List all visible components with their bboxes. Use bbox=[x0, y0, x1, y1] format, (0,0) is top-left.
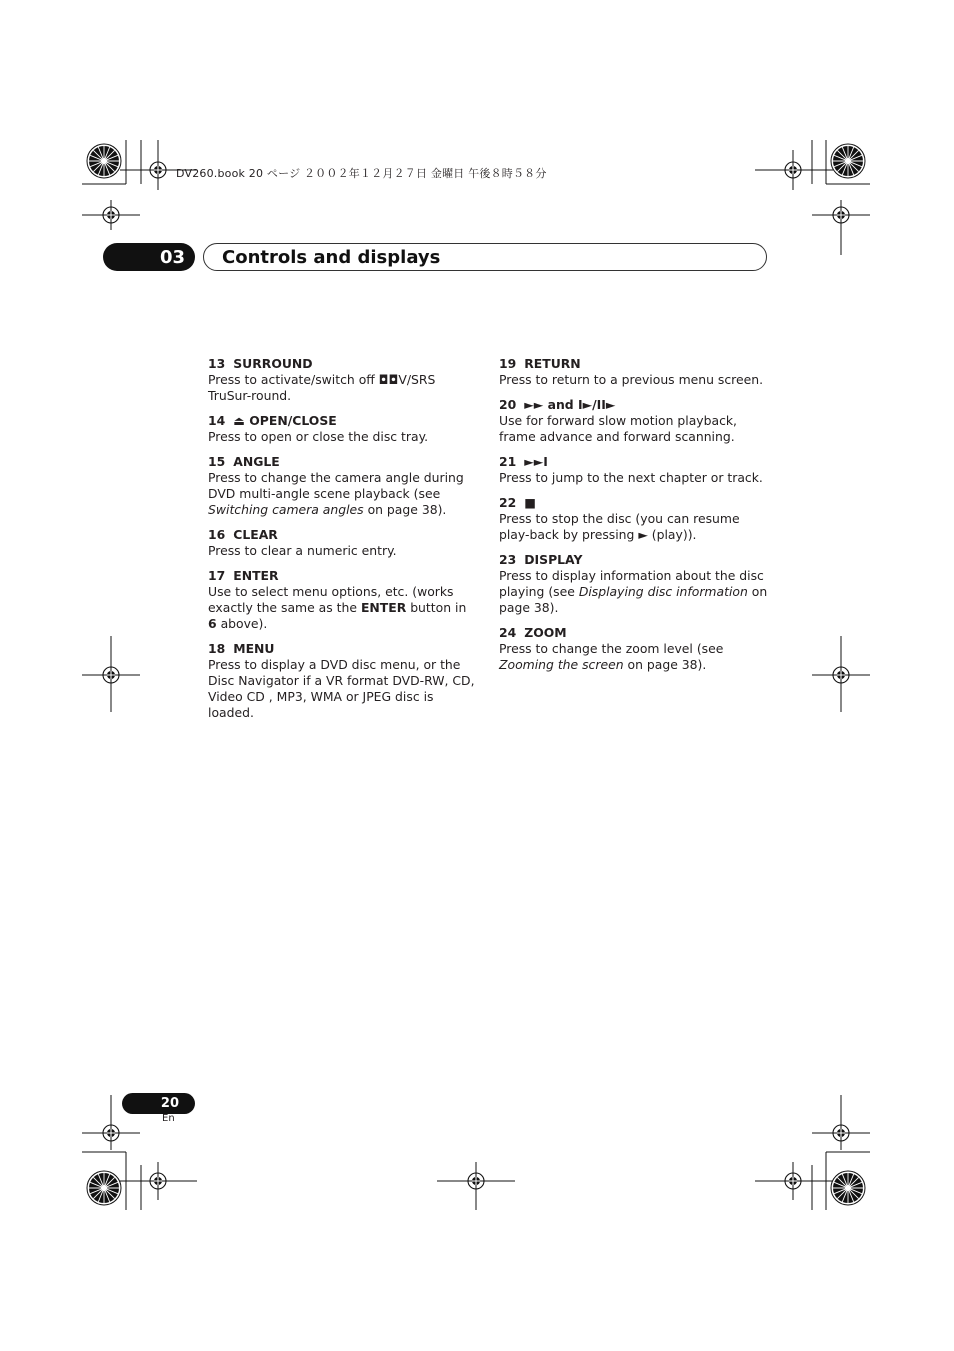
control-item-18 bbox=[208, 641, 478, 721]
control-item-14 bbox=[208, 413, 478, 445]
right-column bbox=[499, 356, 771, 682]
item-description: Press to display a DVD disc menu, or the Disc Navigator if a VR format DVD-RW, CD, Video CD , MP3, WMA or JPEG disc is loaded. bbox=[208, 657, 475, 720]
item-number: 17 bbox=[208, 568, 226, 583]
control-item-17 bbox=[208, 568, 478, 632]
item-number: 14 bbox=[208, 413, 226, 428]
control-item-23 bbox=[499, 552, 771, 616]
item-description: Press to clear a numeric entry. bbox=[208, 543, 397, 558]
item-description: Press to change the zoom level (see Zooming the screen on page 38). bbox=[499, 641, 724, 672]
page-number-badge: 20 bbox=[122, 1093, 195, 1114]
item-description: Press to open or close the disc tray. bbox=[208, 429, 429, 444]
item-description: Press to jump to the next chapter or track. bbox=[499, 470, 763, 485]
item-description: Press to return to a previous menu screen. bbox=[499, 372, 764, 387]
chapter-title: Controls and displays bbox=[222, 246, 441, 268]
item-label: ■ bbox=[524, 495, 536, 510]
item-description: Press to change the camera angle during DVD multi-angle scene playback (see Switching camera angles on page 38). bbox=[208, 470, 464, 517]
item-description: Press to display information about the disc playing (see Displaying disc information on page 38). bbox=[499, 568, 768, 615]
item-label: ANGLE bbox=[233, 454, 280, 469]
item-label: RETURN bbox=[524, 356, 581, 371]
item-number: 18 bbox=[208, 641, 226, 656]
cross-reference: Switching camera angles bbox=[208, 502, 364, 517]
cross-reference: Displaying disc information bbox=[578, 584, 748, 599]
item-number: 20 bbox=[499, 397, 517, 412]
item-number: 23 bbox=[499, 552, 517, 567]
item-label: CLEAR bbox=[233, 527, 278, 542]
left-column bbox=[208, 356, 478, 730]
item-number: 13 bbox=[208, 356, 226, 371]
item-label: ENTER bbox=[233, 568, 279, 583]
item-label: SURROUND bbox=[233, 356, 313, 371]
item-description: Use to select menu options, etc. (works exactly the same as the ENTER button in 6 above). bbox=[208, 584, 467, 631]
page-language: En bbox=[162, 1113, 175, 1124]
control-item-16 bbox=[208, 527, 478, 559]
control-item-24 bbox=[499, 625, 771, 673]
item-number: 15 bbox=[208, 454, 226, 469]
item-label: ►► and I►/II► bbox=[524, 397, 616, 412]
item-number: 16 bbox=[208, 527, 226, 542]
chapter-number-badge: 03 bbox=[103, 243, 195, 271]
item-number: 21 bbox=[499, 454, 517, 469]
control-item-13 bbox=[208, 356, 478, 404]
item-description: Press to stop the disc (you can resume play-back by pressing ► (play)). bbox=[499, 511, 740, 542]
control-item-20 bbox=[499, 397, 771, 445]
item-label: ZOOM bbox=[524, 625, 567, 640]
chapter-title-bar bbox=[203, 243, 767, 271]
item-label: ⏏ OPEN/CLOSE bbox=[233, 413, 337, 428]
item-description: Use for forward slow motion playback, frame advance and forward scanning. bbox=[499, 413, 737, 444]
item-label: ►►I bbox=[524, 454, 548, 469]
print-header-line: DV260.book 20 ページ ２００２年１２月２７日 金曜日 午後８時５８分 bbox=[176, 167, 547, 180]
control-item-21 bbox=[499, 454, 771, 486]
control-item-19 bbox=[499, 356, 771, 388]
item-label: MENU bbox=[233, 641, 275, 656]
control-item-15 bbox=[208, 454, 478, 518]
item-number: 22 bbox=[499, 495, 517, 510]
cross-reference: Zooming the screen bbox=[499, 657, 624, 672]
item-number: 19 bbox=[499, 356, 517, 371]
control-item-22 bbox=[499, 495, 771, 543]
item-number: 24 bbox=[499, 625, 517, 640]
item-description: Press to activate/switch off ◘◘V/SRS TruSur-round. bbox=[208, 372, 436, 403]
item-label: DISPLAY bbox=[524, 552, 583, 567]
